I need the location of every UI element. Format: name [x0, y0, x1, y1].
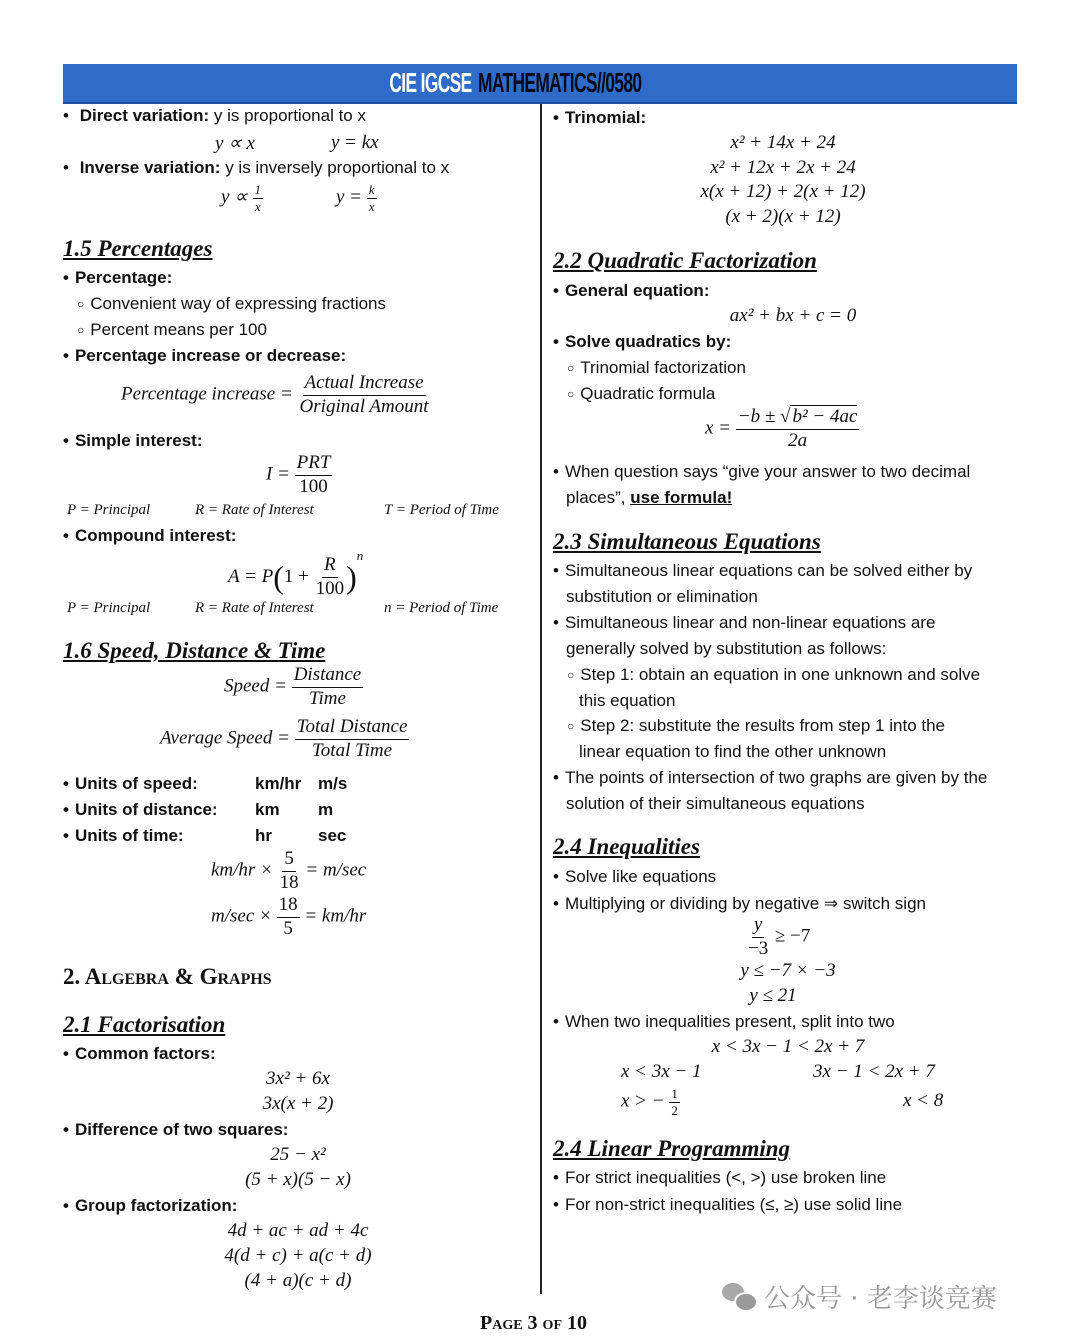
- direct-variation-item: • Direct variation: y is proportional to x: [63, 106, 366, 126]
- bullet-continuation: generally solved by substitution as follows:: [566, 639, 887, 658]
- bullet: • For non-strict inequalities (≤, ≥) use solid line: [553, 1195, 902, 1215]
- sub-bullet: ○ Step 1: obtain an equation in one unknown and solve: [567, 665, 980, 685]
- formula: x < 3x − 1: [621, 1061, 702, 1082]
- column-divider: [540, 104, 542, 1294]
- bullet-label: • Simple interest:: [63, 431, 203, 451]
- wechat-icon: [722, 1283, 756, 1311]
- legend: P = Principal: [67, 502, 151, 518]
- section-heading-2-4: 2.4 Inequalities: [553, 834, 700, 859]
- formula: y ∝ $\frac{1}{x}$: [221, 182, 262, 214]
- unit-value: hr: [255, 826, 272, 845]
- section-heading-2-2: 2.2 Quadratic Factorization: [553, 248, 817, 273]
- formula: 4d + ac + ad + 4c: [227, 1220, 369, 1241]
- formula: x < 8: [903, 1090, 944, 1111]
- bullet-label: • Solve quadratics by:: [553, 332, 731, 352]
- formula: y ∝ x: [215, 133, 255, 154]
- unit-value: sec: [318, 826, 347, 845]
- formula-conversion-1: km/hr × $\frac{5}{18}$ = m/sec: [211, 848, 367, 893]
- bullet-label: • Percentage increase or decrease:: [63, 346, 346, 366]
- formula: y = $\frac{k}{x}$: [336, 182, 375, 214]
- bullet-continuation: solution of their simultaneous equations: [566, 794, 865, 813]
- watermark: [722, 1278, 997, 1315]
- page-number: Page 3 of 10: [480, 1312, 587, 1334]
- bullet-label: • Common factors:: [63, 1044, 216, 1064]
- section-heading-linear-programming: 2.4 Linear Programming: [553, 1136, 791, 1161]
- unit-value: km/hr: [255, 774, 302, 793]
- section-heading-2-3: 2.3 Simultaneous Equations: [553, 529, 821, 554]
- units-distance-label: • Units of distance:: [63, 800, 218, 820]
- formula-quadratic: x = $\frac{\text{−b ± √ b² − 4ac}}{2a}$: [705, 406, 858, 451]
- formula: y = kx: [331, 132, 379, 153]
- sub-bullet: ○ Quadratic formula: [567, 384, 715, 404]
- section-heading-1-5: 1.5 Percentages: [63, 236, 213, 261]
- use-formula-emphasis: use formula!: [630, 488, 733, 507]
- bullet: • When two inequalities present, split into two: [553, 1012, 895, 1032]
- unit-value: m/s: [318, 774, 348, 793]
- legend: R = Rate of Interest: [195, 600, 314, 616]
- note-continuation: places”, use formula!: [566, 488, 733, 507]
- bullet: • Simultaneous linear and non-linear equations are: [553, 613, 935, 633]
- formula-average-speed: Average Speed = $\frac{\text{Total Distance}}{\text{Total Time}}$: [160, 716, 408, 761]
- formula: (5 + x)(5 − x): [245, 1169, 351, 1190]
- units-speed-label: • Units of speed:: [63, 774, 198, 794]
- chapter-heading: 2. Algebra & Graphs: [63, 964, 272, 989]
- formula: y ≤ 21: [749, 985, 797, 1006]
- bullet: • For strict inequalities (<, >) use broken line: [553, 1168, 886, 1188]
- bullet-label: • Group factorization:: [63, 1196, 237, 1216]
- formula: (x + 2)(x + 12): [725, 206, 841, 227]
- section-heading-2-1: 2.1 Factorisation: [63, 1012, 226, 1037]
- formula: 3x² + 6x: [266, 1068, 330, 1089]
- sub-bullet: ○ Percent means per 100: [77, 320, 267, 340]
- formula: 25 − x²: [270, 1144, 326, 1165]
- formula-conversion-2: m/sec × $\frac{18}{5}$ = km/hr: [211, 894, 367, 939]
- bullet: • The points of intersection of two graphs are given by the: [553, 768, 987, 788]
- inverse-variation-item: • Inverse variation: y is inversely proportional to x: [63, 158, 449, 178]
- legend: n = Period of Time: [384, 600, 499, 616]
- bullet-label: • Percentage:: [63, 268, 172, 288]
- bullet-label: • Trinomial:: [553, 108, 646, 128]
- formula-percentage-increase: Percentage increase = $\frac{\text{Actual Increase}}{\text{Original Amount}}$: [121, 372, 429, 417]
- formula: 4(d + c) + a(c + d): [224, 1245, 372, 1266]
- formula: 3x − 1 < 2x + 7: [813, 1061, 935, 1082]
- sub-bullet-continuation: this equation: [579, 691, 676, 710]
- formula-speed: Speed = $\frac{\text{Distance}}{\text{Time}}$: [224, 664, 362, 709]
- sub-bullet: ○ Convenient way of expressing fractions: [77, 294, 386, 314]
- watermark-text: 公众号 · 老李谈竞赛: [764, 1284, 997, 1314]
- legend: T = Period of Time: [384, 502, 499, 518]
- banner-title-part1: CIE IGCSE: [389, 67, 472, 98]
- note: • When question says “give your answer to two decimal: [553, 462, 970, 482]
- formula: x(x + 12) + 2(x + 12): [700, 181, 866, 202]
- bullet: • Simultaneous linear equations can be solved either by: [553, 561, 972, 581]
- units-time-label: • Units of time:: [63, 826, 184, 846]
- formula: $\frac{y}{-3}$ ≥ −7: [748, 914, 811, 959]
- formula: (4 + a)(c + d): [244, 1270, 352, 1291]
- bullet-label: • Difference of two squares:: [63, 1120, 288, 1140]
- formula: y ≤ −7 × −3: [740, 960, 836, 981]
- formula: x > − $\frac{1}{2}$: [621, 1086, 678, 1118]
- banner-title-part2: MATHEMATICS//0580: [477, 67, 641, 98]
- formula-general-quadratic: ax² + bx + c = 0: [729, 305, 857, 326]
- unit-value: km: [255, 800, 280, 819]
- formula-simple-interest: I = $\frac{\text{PRT}}{100}$: [266, 452, 331, 497]
- bullet: • Solve like equations: [553, 867, 716, 887]
- unit-value: m: [318, 800, 334, 819]
- formula: x < 3x − 1 < 2x + 7: [711, 1036, 865, 1057]
- bullet-label: • Compound interest:: [63, 526, 236, 546]
- formula: x² + 14x + 24: [730, 132, 836, 153]
- bullet-continuation: substitution or elimination: [566, 587, 758, 606]
- legend: P = Principal: [67, 600, 151, 616]
- sub-bullet: ○ Trinomial factorization: [567, 358, 746, 378]
- title-banner: [63, 64, 1017, 104]
- sub-bullet: ○ Step 2: substitute the results from step 1 into the: [567, 716, 945, 736]
- section-heading-1-6: 1.6 Speed, Distance & Time: [63, 638, 326, 663]
- bullet: • Multiplying or dividing by negative ⇒ switch sign: [553, 894, 926, 914]
- legend: R = Rate of Interest: [195, 502, 314, 518]
- formula-compound-interest: A = P(1 + $\frac{R}{100}$ )$^n$: [228, 548, 364, 600]
- bullet-label: • General equation:: [553, 281, 709, 301]
- formula: x² + 12x + 2x + 24: [710, 157, 856, 178]
- formula: 3x(x + 2): [262, 1093, 334, 1114]
- sub-bullet-continuation: linear equation to find the other unknown: [579, 742, 887, 761]
